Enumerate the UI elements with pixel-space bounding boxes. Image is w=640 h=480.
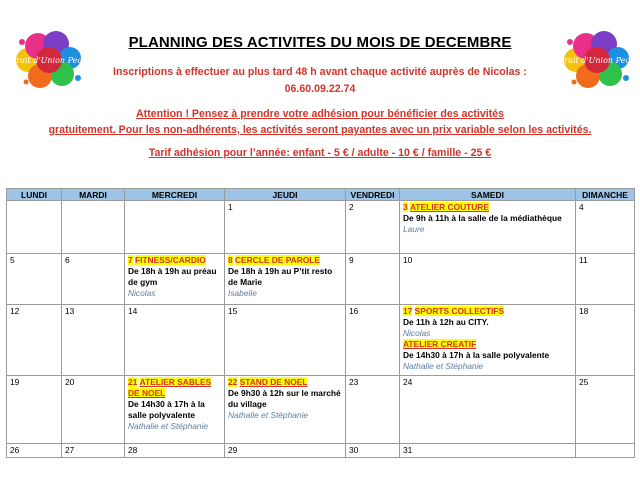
day-number: 11 [579,255,588,265]
day-number: 4 [579,202,584,212]
event-details: De 11h à 12h au CITY. [403,317,489,327]
logo-text: Trait d'Union Pech [11,56,87,65]
day-cell [7,201,62,254]
day-number: 21 [128,377,138,387]
day-number: 6 [65,255,70,265]
event-host: Nicolas [403,328,431,338]
day-number: 12 [10,306,20,316]
day-number: 22 [228,377,238,387]
day-cell [225,305,346,376]
attention-line-1: Attention ! Pensez à prendre votre adhésion pour bénéficier des activités [136,108,504,120]
event-host: Laure [403,224,425,234]
event-host: Nathalie et Stéphanie [403,361,484,371]
day-number: 20 [65,377,75,387]
event-title: ATELIER CREATIF [403,339,477,349]
event-details: De 14h30 à 17h à la salle polyvalente [128,399,205,420]
event-details: De 9h à 11h à la salle de la médiathèque [403,213,562,223]
day-header: JEUDI [225,189,346,201]
day-number: 13 [65,306,75,316]
day-cell [225,376,346,444]
day-cell [125,201,225,254]
page-title: PLANNING DES ACTIVITES DU MOIS DE DECEMBRE [128,34,512,51]
day-cell [7,305,62,376]
day-number: 14 [128,306,138,316]
day-header: MERCREDI [125,189,225,201]
calendar-week-row [7,305,635,376]
day-cell [62,305,125,376]
day-number: 26 [10,445,20,455]
day-cell [62,254,125,305]
event-details: De 9h30 à 12h sur le marché du village [228,388,341,409]
day-cell [576,201,635,254]
day-number: 2 [349,202,354,212]
event-title: ATELIER COUTURE [410,202,489,212]
tarif-line: Tarif adhésion pour l’année: enfant - 5 € / adulte - 10 € / famille - 25 € [148,147,492,159]
day-number: 30 [349,445,359,455]
day-cell [125,305,225,376]
event-title: FITNESS/CARDIO [135,255,206,265]
event-host: Nathalie et Stéphanie [228,410,309,420]
day-number: 1 [228,202,233,212]
calendar-week-row [7,254,635,305]
day-cell [346,305,400,376]
event-title: SPORTS COLLECTIFS [414,306,504,316]
day-number: 23 [349,377,359,387]
day-cell [400,254,576,305]
day-header: VENDREDI [346,189,400,201]
day-cell [400,201,576,254]
day-number: 24 [403,377,413,387]
day-number: 8 [228,255,233,265]
day-number: 29 [228,445,238,455]
day-number: 18 [579,306,589,316]
day-number: 17 [403,306,413,316]
day-cell [125,376,225,444]
calendar-header-row [7,189,635,201]
day-number: 15 [228,306,238,316]
day-cell [225,254,346,305]
day-cell [62,376,125,444]
day-cell [576,254,635,305]
event-host: Isabelle [228,288,257,298]
day-cell [576,444,635,458]
day-cell [576,305,635,376]
phone-number: 06.60.09.22.74 [284,83,356,95]
day-number: 3 [403,202,408,212]
day-cell [576,376,635,444]
day-cell [7,254,62,305]
day-number: 31 [403,445,413,455]
event-title: STAND DE NOEL [239,377,308,387]
day-cell [7,444,62,458]
calendar-week-row [7,201,635,254]
day-number: 5 [10,255,15,265]
day-header: MARDI [62,189,125,201]
day-number: 28 [128,445,138,455]
day-header: LUNDI [7,189,62,201]
event-title: CERCLE DE PAROLE [235,255,320,265]
event-host: Nathalie et Stéphanie [128,421,209,431]
calendar-table [6,188,635,458]
day-number: 9 [349,255,354,265]
day-header: SAMEDI [400,189,576,201]
day-cell [400,444,576,458]
day-number: 7 [128,255,133,265]
day-cell [346,444,400,458]
event-details: De 18h à 19h au P’tit resto de Marie [228,266,333,287]
event-details: De 18h à 19h au préau de gym [128,266,217,287]
day-number: 10 [403,255,413,265]
inscription-text: Inscriptions à effectuer au plus tard 48 h avant chaque activité auprès de Nicolas : [113,66,527,78]
logo-text: Trait d'Union Pech [559,56,635,65]
day-cell [125,444,225,458]
calendar-week-row [7,444,635,458]
day-number: 16 [349,306,359,316]
attention-line-2: gratuitement. Pour les non-adhérents, les activités seront payantes avec un prix variable selon les activités. [48,124,592,136]
day-number: 19 [10,377,20,387]
day-cell [346,376,400,444]
day-cell [225,444,346,458]
event-host: Nicolas [128,288,156,298]
day-cell [62,201,125,254]
day-number: 25 [579,377,589,387]
day-cell [346,254,400,305]
day-cell [400,305,576,376]
event-title: ATELIER SABLES DE NOEL [128,377,212,398]
day-cell [7,376,62,444]
day-header: DIMANCHE [576,189,635,201]
day-cell [400,376,576,444]
day-cell [125,254,225,305]
day-cell [62,444,125,458]
day-cell [346,201,400,254]
day-cell [225,201,346,254]
day-number: 27 [65,445,75,455]
event-details: De 14h30 à 17h à la salle polyvalente [403,350,550,360]
calendar-week-row [7,376,635,444]
